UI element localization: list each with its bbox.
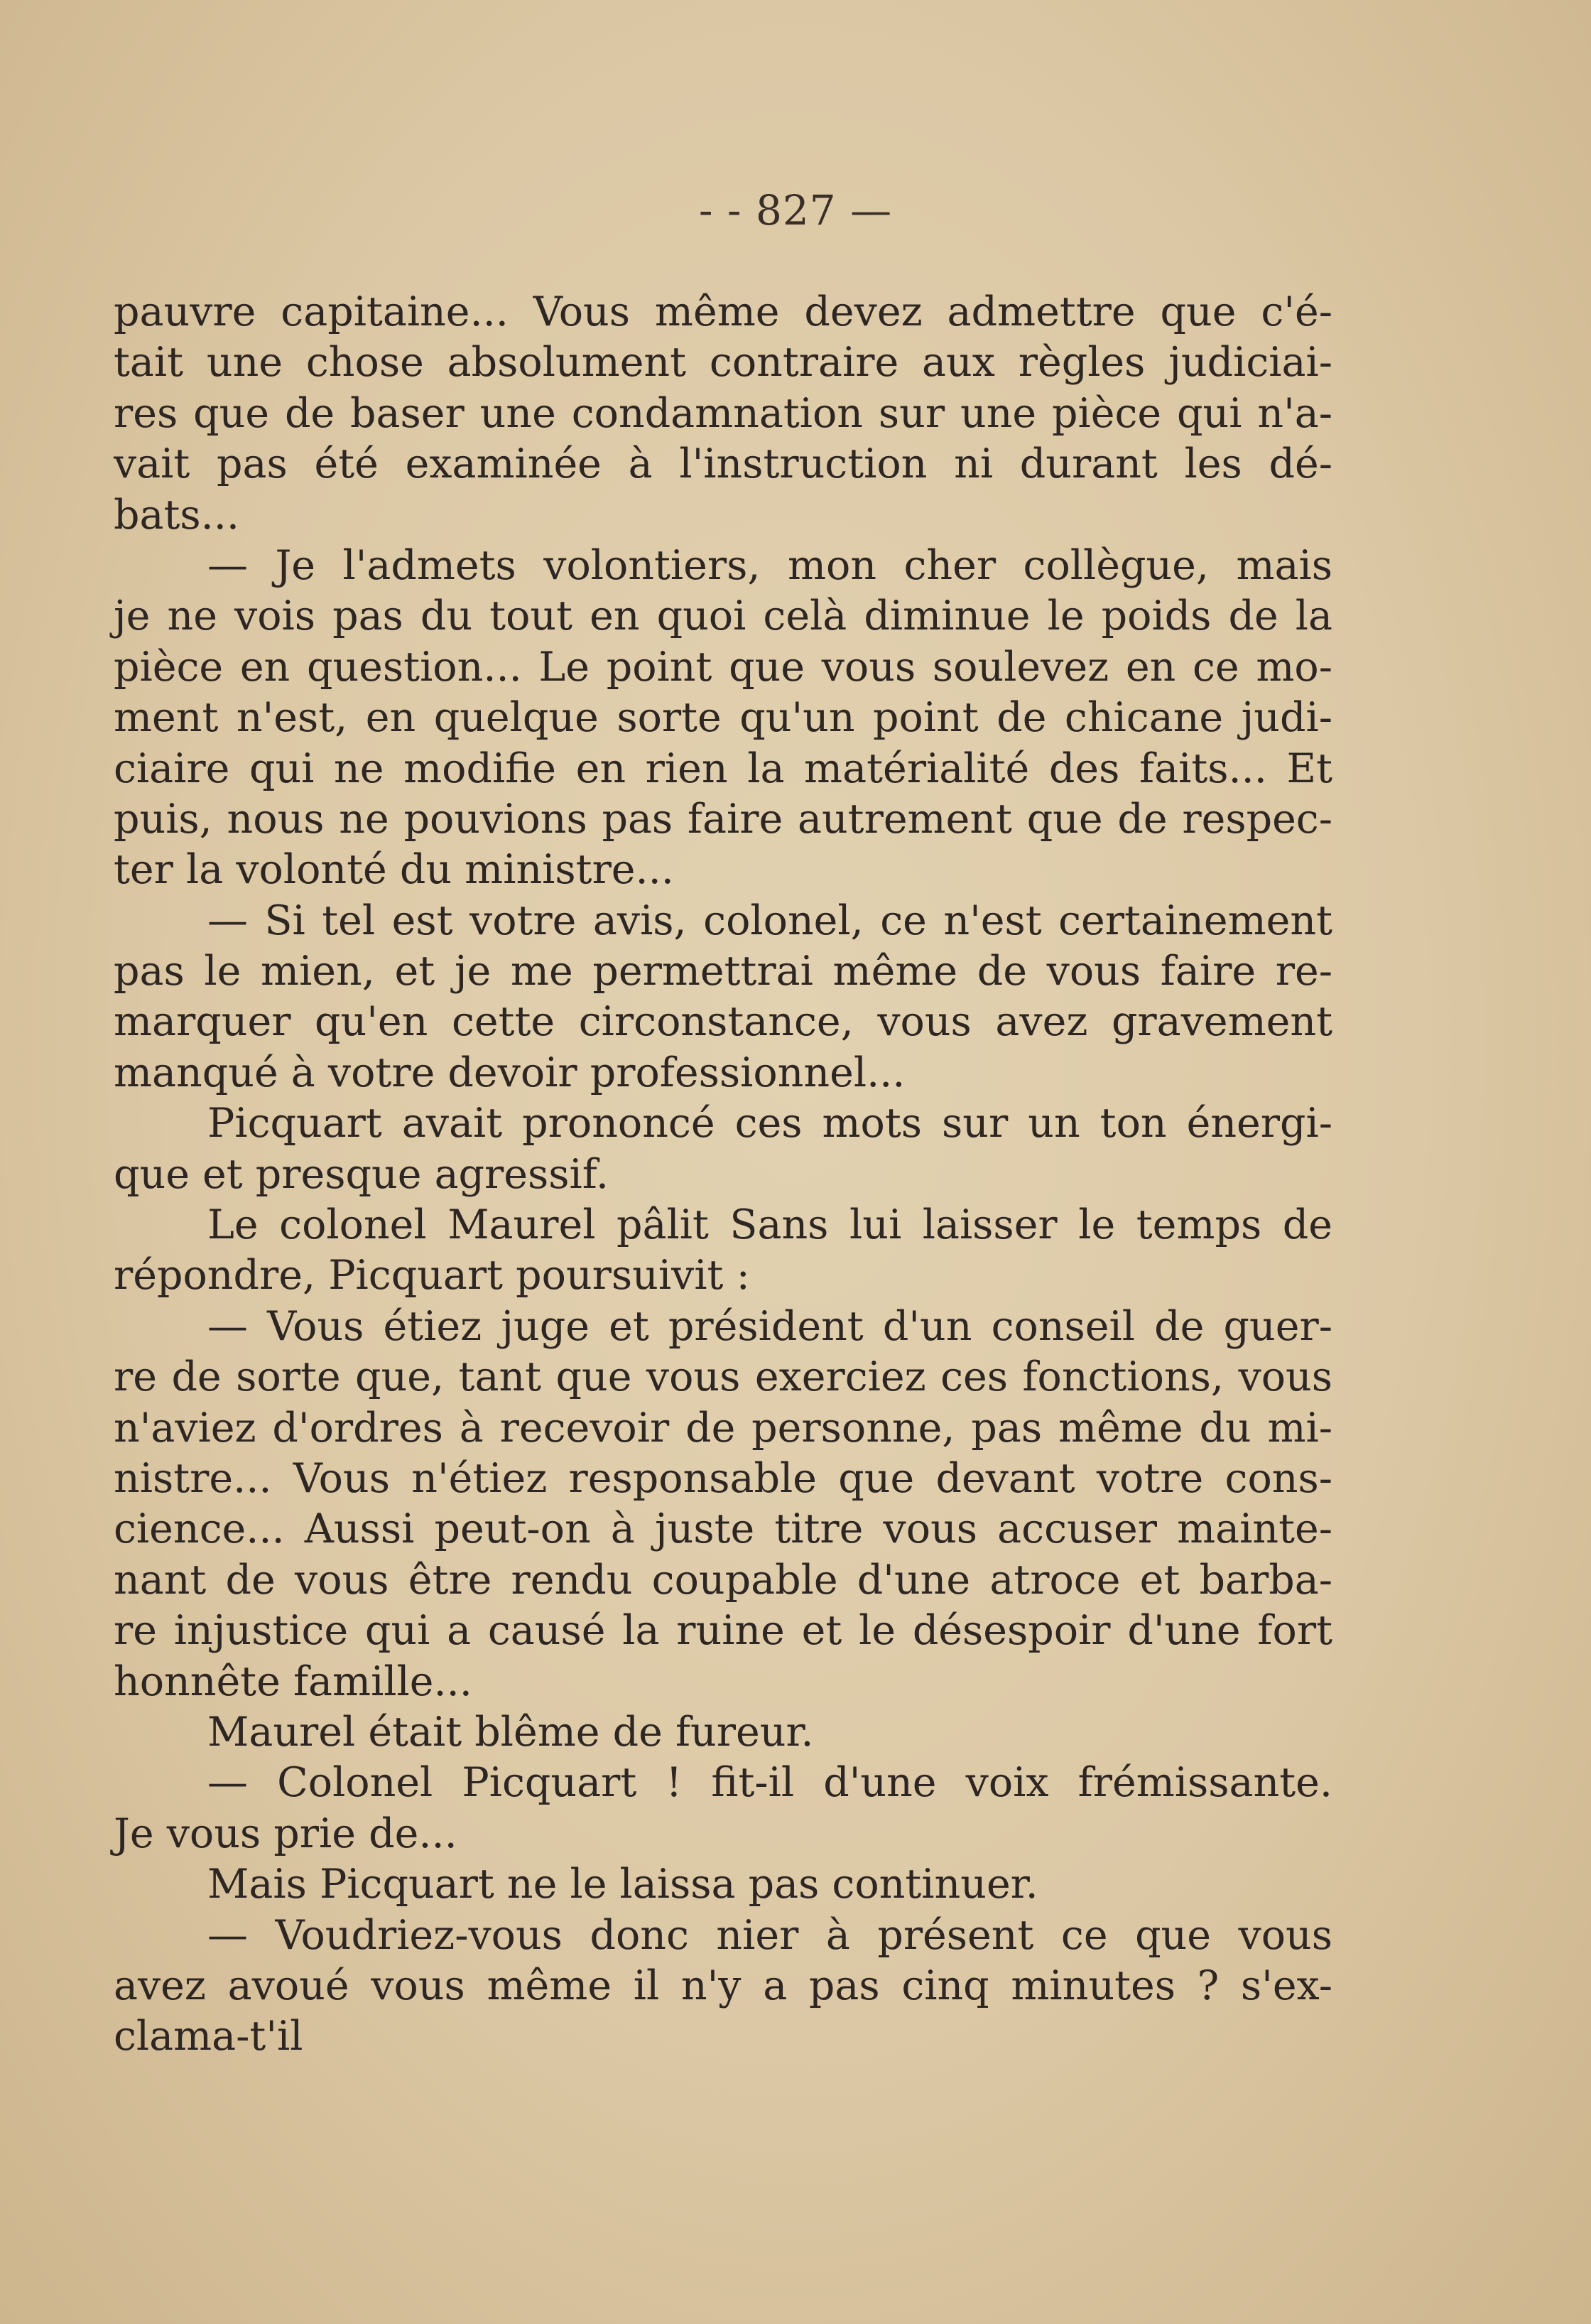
text-line: re injustice qui a causé la ruine et le désespoir d'une fort	[114, 1607, 1332, 1655]
text-line: avez avoué vous même il n'y a pas cinq minutes ? s'ex-	[114, 1962, 1332, 2009]
text-line: re de sorte que, tant que vous exerciez ces fonctions, vous	[114, 1353, 1332, 1401]
text-line: manqué à votre devoir professionnel...	[114, 1049, 906, 1096]
text-line: — Voudriez-vous donc nier à présent ce que vous	[207, 1911, 1332, 1959]
text-line: pauvre capitaine... Vous même devez admettre que c'é-	[114, 288, 1332, 335]
text-line: Picquart avait prononcé ces mots sur un ton énergi-	[207, 1100, 1332, 1147]
text-line: Maurel était blême de fureur.	[207, 1708, 814, 1756]
text-line: marquer qu'en cette circonstance, vous avez gravement	[114, 998, 1332, 1046]
text-line: n'aviez d'ordres à recevoir de personne, pas même du mi-	[114, 1404, 1332, 1452]
text-line: — Vous étiez juge et président d'un conseil de guer-	[207, 1302, 1332, 1350]
text-line: nant de vous être rendu coupable d'une atroce et barba-	[114, 1556, 1332, 1604]
text-line: bats...	[114, 491, 239, 539]
text-line: — Je l'admets volontiers, mon cher collègue, mais	[207, 541, 1332, 589]
text-line: pièce en question... Le point que vous soulevez en ce mo-	[114, 643, 1332, 691]
text-line: — Colonel Picquart ! fit-il d'une voix frémissante.	[207, 1759, 1332, 1807]
text-line: puis, nous ne pouvions pas faire autrement que de respec-	[114, 795, 1332, 843]
text-line: cience... Aussi peut-on à juste titre vous accuser mainte-	[114, 1506, 1332, 1553]
text-line: — Si tel est votre avis, colonel, ce n'est certainement	[207, 897, 1332, 944]
body-text	[114, 287, 1332, 2063]
text-line: nistre... Vous n'étiez responsable que devant votre cons-	[114, 1454, 1332, 1502]
text-line: honnête famille...	[114, 1658, 472, 1705]
text-line: tait une chose absolument contraire aux règles judiciai-	[114, 339, 1332, 387]
text-line: ment n'est, en quelque sorte qu'un point de chicane judi-	[114, 694, 1332, 742]
text-line: clama-t'il	[114, 2013, 303, 2060]
page-number: - - 827 —	[698, 186, 893, 234]
text-line: que et presque agressif.	[114, 1150, 609, 1198]
text-line: Mais Picquart ne le laissa pas continuer.	[207, 1861, 1038, 1908]
text-line: Le colonel Maurel pâlit Sans lui laisser le temps de	[207, 1201, 1332, 1249]
text-line: res que de baser une condamnation sur une pièce qui n'a-	[114, 389, 1332, 437]
text-line: Je vous prie de...	[114, 1810, 457, 1857]
text-line: je ne vois pas du tout en quoi celà diminue le poids de la	[114, 593, 1332, 640]
text-line: ter la volonté du ministre...	[114, 846, 674, 894]
text-line: pas le mien, et je me permettrai même de vous faire re-	[114, 948, 1332, 995]
text-line: répondre, Picquart poursuivit :	[114, 1252, 750, 1299]
text-line: vait pas été examinée à l'instruction ni durant les dé-	[114, 441, 1332, 488]
text-line: ciaire qui ne modifie en rien la matérialité des faits... Et	[114, 745, 1332, 792]
